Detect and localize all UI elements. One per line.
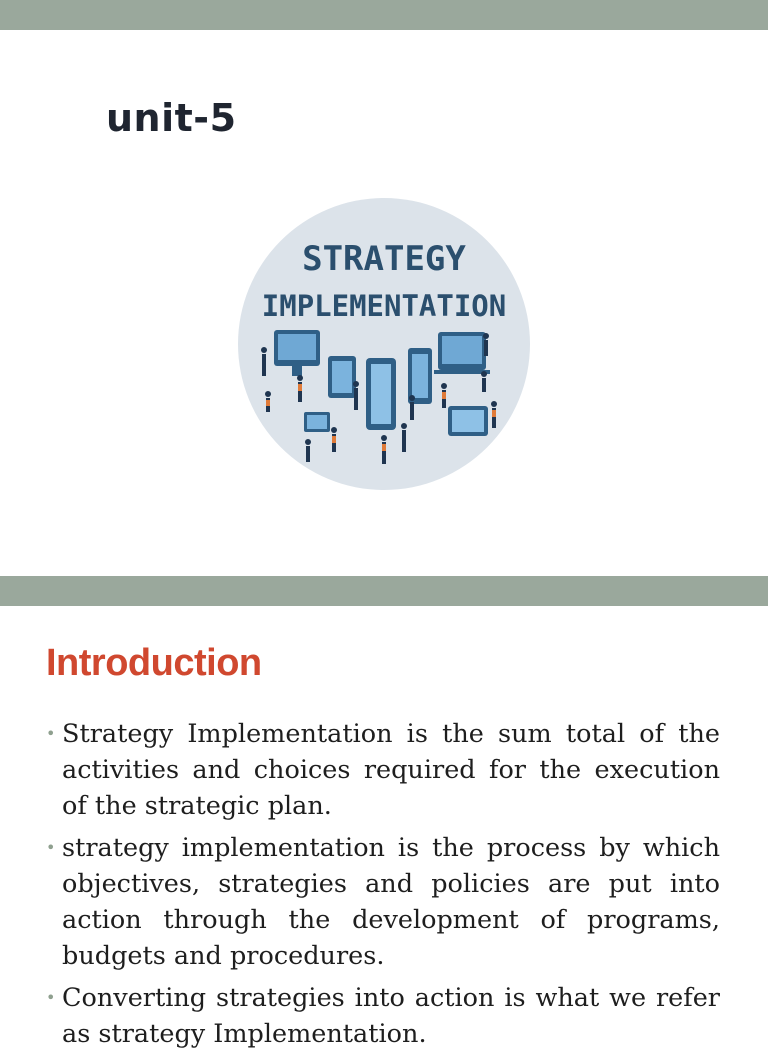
bullet-dot-icon: •: [46, 724, 56, 743]
badge-line-1: STRATEGY: [302, 239, 466, 279]
screen-icon: [448, 406, 488, 436]
screen-icon: [366, 358, 396, 430]
bullet-text: Strategy Implementation is the sum total of the activities and choices required for the execution of the strategic plan.: [62, 719, 720, 821]
bullet-text: strategy implementation is the process by which objectives, strategies and policies are put into action through the development of programs, budgets and procedures.: [62, 833, 720, 971]
bullet-item: [46, 716, 720, 824]
screen-icon: [434, 332, 490, 374]
bullet-item: [46, 980, 720, 1052]
middle-divider-band: [0, 576, 768, 606]
bullet-dot-icon: •: [46, 838, 56, 857]
title-slide: [0, 30, 768, 576]
bullet-dot-icon: •: [46, 988, 56, 1007]
screen-icon: [304, 412, 330, 432]
top-divider-band: [0, 0, 768, 30]
section-heading: Introduction: [46, 642, 262, 684]
introduction-slide: [0, 606, 768, 1049]
strategy-implementation-illustration: [238, 198, 530, 490]
badge-line-2: IMPLEMENTATION: [261, 289, 507, 323]
screen-icon: [328, 356, 356, 398]
bullet-item: [46, 830, 720, 974]
bullet-list: [46, 716, 720, 1058]
bullet-text: Converting strategies into action is what we refer as strategy Implementation.: [62, 983, 720, 1049]
slide-title: unit-5: [106, 96, 237, 140]
